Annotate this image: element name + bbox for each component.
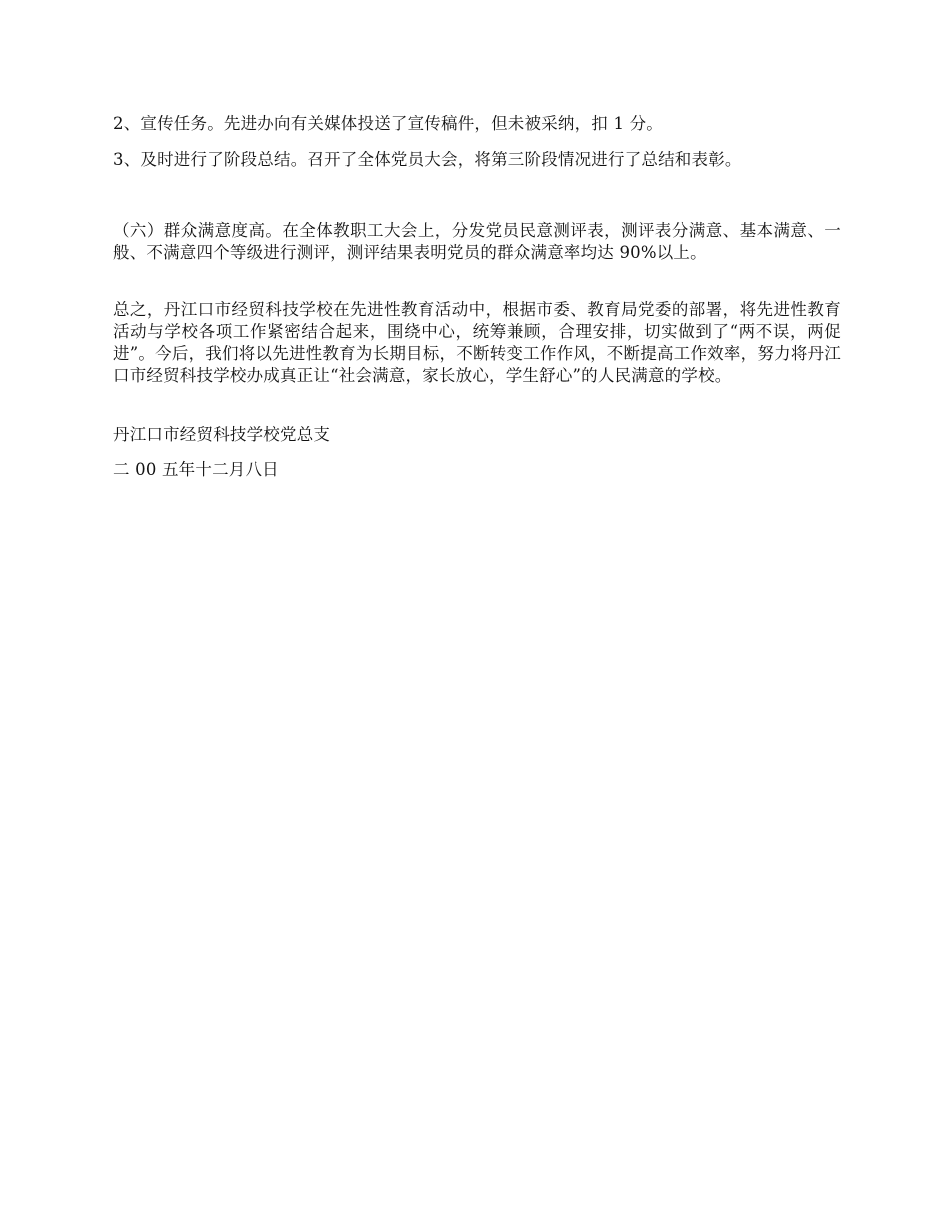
- paragraph-publicity-task: 2、宣传任务。先进办向有关媒体投送了宣传稿件，但未被采纳，扣 1 分。: [113, 114, 663, 133]
- signature-line: 丹江口市经贸科技学校党总支: [113, 425, 331, 444]
- paragraph-stage-summary: 3、及时进行了阶段总结。召开了全体党员大会，将第三阶段情况进行了总结和表彰。: [113, 150, 742, 169]
- paragraph-conclusion: 总之，丹江口市经贸科技学校在先进性教育活动中，根据市委、教育局党委的部署，将先进性教育活动与学校各项工作紧密结合起来，围绕中心，统筹兼顾，合理安排，切实做到了“两不误，两促进”。今后，我们将以先进性教育为长期目标，不断转变工作作风，不断提高工作效率，努力将丹江口市经贸科技学校办成真正让“社会满意，家长放心，学生舒心”的人民满意的学校。: [113, 300, 841, 385]
- paragraph-satisfaction: （六）群众满意度高。在全体教职工大会上，分发党员民意测评表，测评表分满意、基本满意、一般、不满意四个等级进行测评，测评结果表明党员的群众满意率均达 90%以上。: [113, 221, 841, 262]
- date-line: 二 00 五年十二月八日: [113, 460, 279, 479]
